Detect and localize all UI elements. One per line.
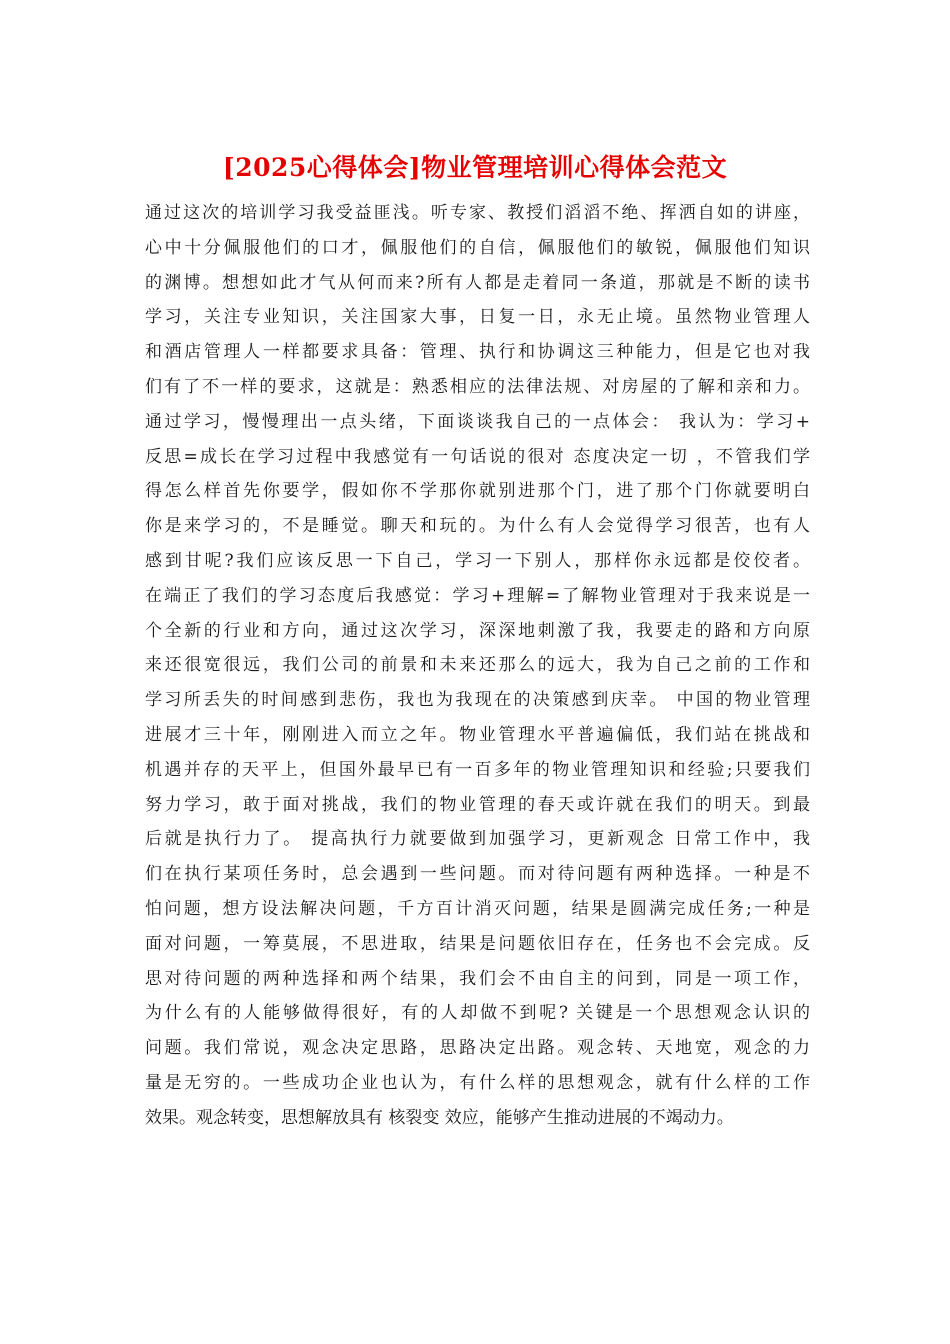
document-body	[145, 196, 810, 1136]
body-line: 来还很宽很远，我们公司的前景和未来还那么的远大，我为自己之前的工作和	[145, 655, 810, 676]
body-line: 面对问题，一筹莫展，不思进取，结果是问题依旧存在，任务也不会完成。反	[145, 933, 810, 954]
body-line: 学习所丢失的时间感到悲伤，我也为我现在的决策感到庆幸。 中国的物业管理	[145, 690, 810, 711]
body-line: 和酒店管理人一样都要求具备：管理、执行和协调这三种能力，但是它也对我	[145, 342, 810, 363]
body-line: 得怎么样首先你要学，假如你不学那你就别进那个门，进了那个门你就要明白	[145, 481, 810, 502]
body-line: 量是无穷的。一些成功企业也认为，有什么样的思想观念，就有什么样的工作	[145, 1072, 810, 1093]
body-line: 进展才三十年，刚刚进入而立之年。物业管理水平普遍偏低，我们站在挑战和	[145, 724, 810, 745]
body-line: 思对待问题的两种选择和两个结果，我们会不由自主的问到，同是一项工作，	[145, 968, 810, 989]
body-line: 们在执行某项任务时，总会遇到一些问题。而对待问题有两种选择。一种是不	[145, 864, 810, 885]
body-line: 学习，关注专业知识，关注国家大事，日复一日，永无止境。虽然物业管理人	[145, 307, 810, 328]
body-line: 反思=成长在学习过程中我感觉有一句话说的很对 态度决定一切 ，不管我们学	[145, 446, 810, 467]
body-line: 的渊博。想想如此才气从何而来?所有人都是走着同一条道，那就是不断的读书	[145, 272, 810, 293]
body-line: 通过学习，慢慢理出一点头绪，下面谈谈我自己的一点体会： 我认为：学习+	[145, 411, 810, 432]
body-line: 努力学习，敢于面对挑战，我们的物业管理的春天或许就在我们的明天。到最	[145, 794, 810, 815]
body-line: 在端正了我们的学习态度后我感觉：学习+理解=了解物业管理对于我来说是一	[145, 585, 810, 606]
body-line: 通过这次的培训学习我受益匪浅。听专家、教授们滔滔不绝、挥洒自如的讲座，	[145, 203, 810, 223]
body-line: 心中十分佩服他们的口才，佩服他们的自信，佩服他们的敏锐，佩服他们知识	[145, 237, 810, 258]
body-line: 们有了不一样的要求，这就是：熟悉相应的法律法规、对房屋的了解和亲和力。	[145, 376, 810, 397]
body-line: 个全新的行业和方向，通过这次学习，深深地刺激了我，我要走的路和方向原	[145, 620, 810, 641]
body-line: 你是来学习的，不是睡觉。聊天和玩的。为什么有人会觉得学习很苦，也有人	[145, 516, 810, 537]
body-line: 感到甘呢?我们应该反思一下自己，学习一下别人，那样你永远都是佼佼者。	[145, 550, 810, 571]
body-line: 效果。观念转变，思想解放具有 核裂变 效应，能够产生推动进展的不竭动力。	[145, 1107, 734, 1128]
body-line: 为什么有的人能够做得很好，有的人却做不到呢? 关键是一个思想观念认识的	[145, 1003, 810, 1024]
body-line: 怕问题，想方设法解决问题，千方百计消灭问题，结果是圆满完成任务;一种是	[145, 898, 810, 919]
body-line: 机遇并存的天平上，但国外最早已有一百多年的物业管理知识和经验;只要我们	[145, 759, 810, 780]
body-line: 问题。我们常说，观念决定思路，思路决定出路。观念转、天地宽，观念的力	[145, 1038, 810, 1059]
document-title: [2025心得体会]物业管理培训心得体会范文	[222, 153, 728, 182]
body-line: 后就是执行力了。 提高执行力就要做到加强学习，更新观念 日常工作中，我	[145, 829, 810, 850]
